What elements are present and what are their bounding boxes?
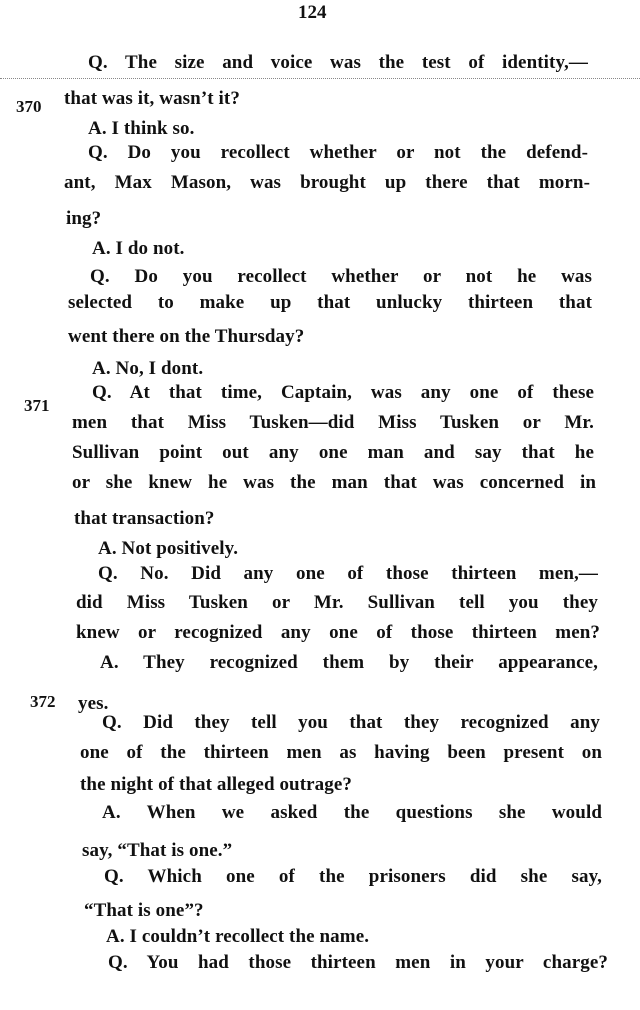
margin-number: 372 bbox=[30, 692, 56, 711]
text-line: A. Not positively. bbox=[98, 538, 239, 559]
text-line: did Miss Tusken or Mr. Sullivan tell you they bbox=[76, 592, 598, 613]
text-line: selected to make up that unlucky thirteen that bbox=[68, 292, 592, 313]
text-line: “That is one”? bbox=[84, 900, 204, 921]
text-line: say, “That is one.” bbox=[82, 840, 233, 861]
text-line: the night of that alleged outrage? bbox=[80, 774, 353, 795]
text-line: A. I think so. bbox=[88, 118, 195, 139]
text-line: or she knew he was the man that was concerned in bbox=[72, 472, 596, 493]
text-line: ant, Max Mason, was brought up there that morn- bbox=[64, 172, 590, 193]
text-line: ing? bbox=[66, 208, 102, 229]
text-line: Q. Do you recollect whether or not he was bbox=[90, 266, 592, 287]
page-number: 124 bbox=[298, 2, 327, 23]
text-line: A. No, I dont. bbox=[92, 358, 204, 379]
text-line: Q. You had those thirteen men in your charge? bbox=[108, 952, 608, 973]
text-line: men that Miss Tusken—did Miss Tusken or Mr. bbox=[72, 412, 594, 433]
text-line: A. I couldn’t recollect the name. bbox=[106, 926, 370, 947]
text-line: Q. Do you recollect whether or not the defend- bbox=[88, 142, 588, 163]
text-line: Q. At that time, Captain, was any one of these bbox=[92, 382, 594, 403]
text-line: Q. Which one of the prisoners did she say, bbox=[104, 866, 602, 887]
margin-number: 371 bbox=[24, 396, 50, 415]
text-line: one of the thirteen men as having been present on bbox=[80, 742, 602, 763]
text-line: Q. No. Did any one of those thirteen men,— bbox=[98, 563, 598, 584]
text-line: Sullivan point out any one man and say that he bbox=[72, 442, 594, 463]
text-line: Q. Did they tell you that they recognized any bbox=[102, 712, 600, 733]
text-line: A. I do not. bbox=[92, 238, 185, 259]
text-line: yes. bbox=[78, 693, 109, 714]
text-line: Q. The size and voice was the test of identity,— bbox=[88, 52, 588, 73]
text-line: that transaction? bbox=[74, 508, 215, 529]
margin-number: 370 bbox=[16, 97, 42, 116]
text-line: that was it, wasn’t it? bbox=[64, 88, 240, 109]
text-line: knew or recognized any one of those thirteen men? bbox=[76, 622, 600, 643]
text-line: A. They recognized them by their appearance, bbox=[100, 652, 598, 673]
text-line: went there on the Thursday? bbox=[68, 326, 305, 347]
header-divider bbox=[0, 78, 640, 79]
text-line: A. When we asked the questions she would bbox=[102, 802, 602, 823]
